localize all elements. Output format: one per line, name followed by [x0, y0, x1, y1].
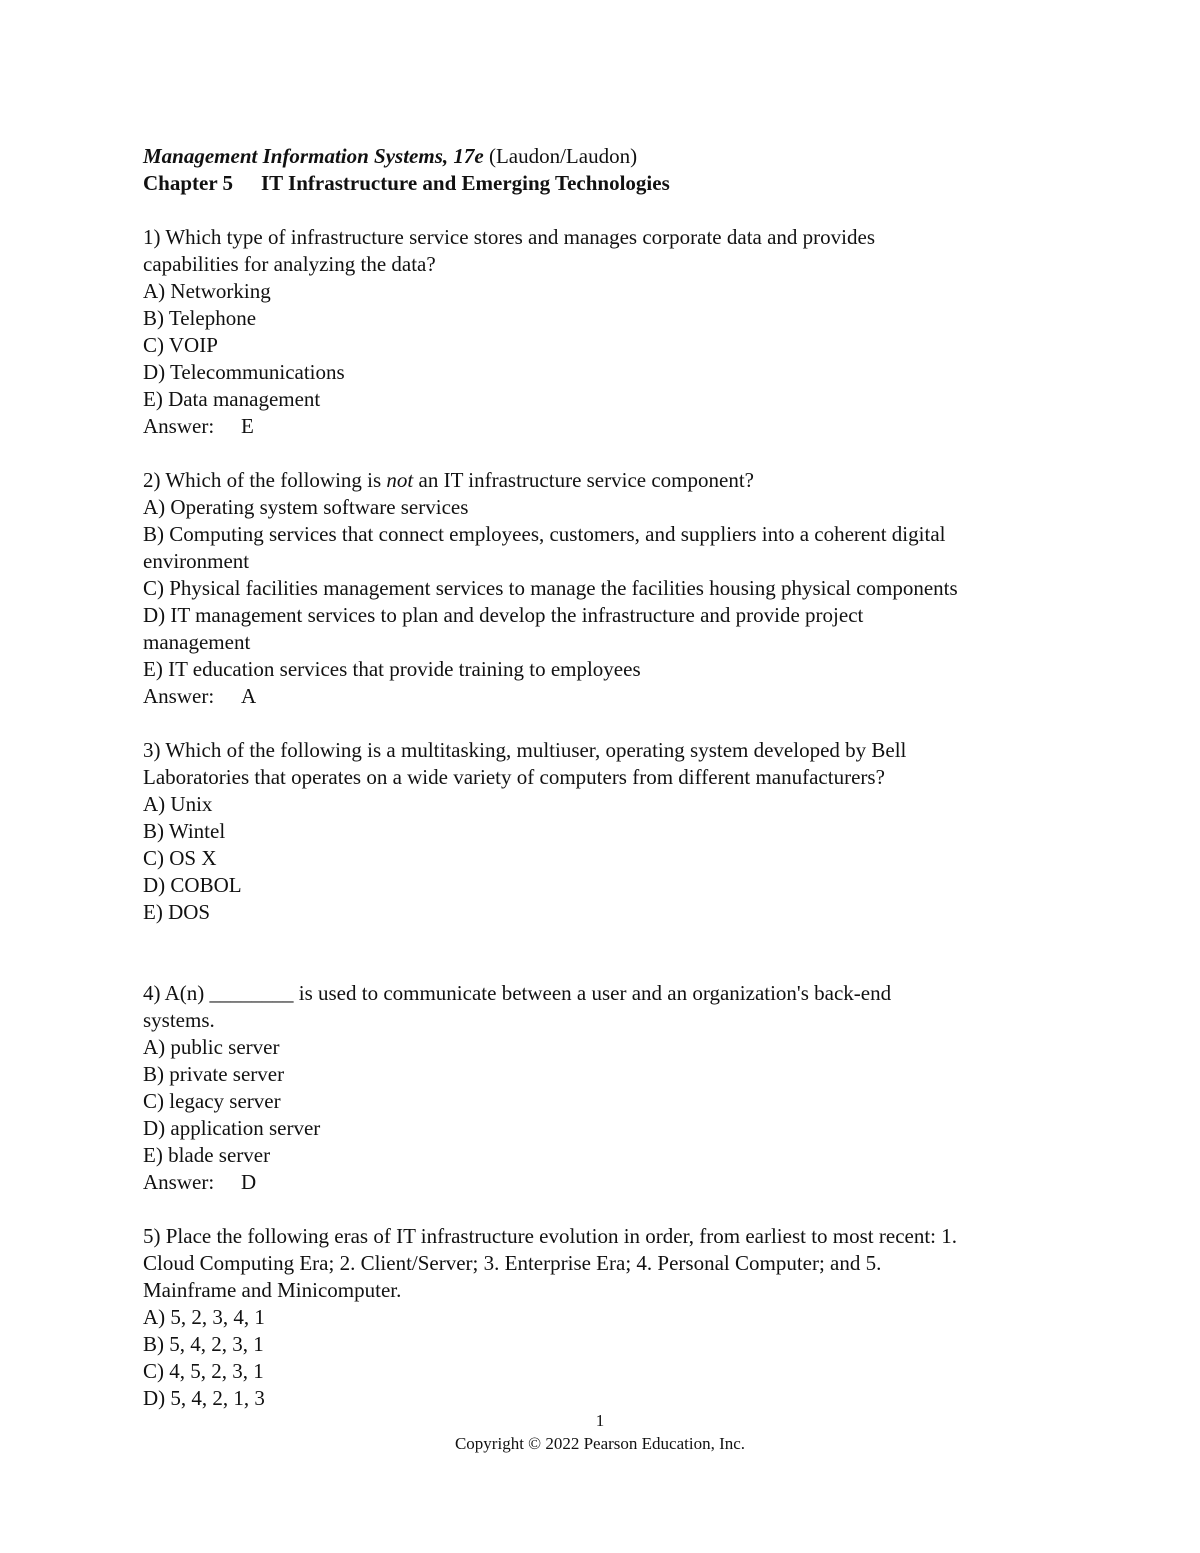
- question-stem: Cloud Computing Era; 2. Client/Server; 3. Enterprise Era; 4. Personal Computer; and 5.: [143, 1251, 882, 1275]
- answer-label: Answer:: [143, 684, 215, 708]
- option-e: E) DOS: [143, 900, 211, 924]
- option-a: A) public server: [143, 1035, 280, 1059]
- option-b: B) Computing services that connect employees, customers, and suppliers into a coherent digital: [143, 522, 946, 546]
- option-a: A) Networking: [143, 279, 271, 303]
- option-d: D) Telecommunications: [143, 360, 345, 384]
- answer-value: D: [241, 1170, 257, 1194]
- question-stem: Laboratories that operates on a wide variety of computers from different manufacturers?: [143, 765, 885, 789]
- chapter-title: IT Infrastructure and Emerging Technologies: [261, 171, 670, 195]
- question-2: [143, 467, 1073, 710]
- answer-label: Answer:: [143, 1170, 215, 1194]
- option-b: B) private server: [143, 1062, 285, 1086]
- option-d-continued: management: [143, 630, 251, 654]
- answer-line: [143, 683, 1073, 710]
- book-authors: (Laudon/Laudon): [488, 144, 638, 168]
- option-b: B) Wintel: [143, 819, 226, 843]
- page-content: [143, 143, 1073, 1412]
- stem-suffix: an IT infrastructure service component?: [413, 468, 754, 492]
- question-stem: 3) Which of the following is a multitasking, multiuser, operating system developed by Bell: [143, 738, 907, 762]
- question-stem: systems.: [143, 1008, 215, 1032]
- book-title: Management Information Systems, 17e: [143, 144, 484, 168]
- question-stem: 4) A(n) ________ is used to communicate between a user and an organization's back-end: [143, 981, 892, 1005]
- chapter-label: Chapter 5: [143, 171, 234, 195]
- copyright-notice: Copyright © 2022 Pearson Education, Inc.: [454, 1434, 746, 1453]
- answer-label: Answer:: [143, 414, 215, 438]
- option-a: A) Unix: [143, 792, 213, 816]
- option-c: C) Physical facilities management services to manage the facilities housing physical components: [143, 576, 958, 600]
- question-4: [143, 980, 1073, 1196]
- answer-line: [143, 413, 1073, 440]
- option-d: D) COBOL: [143, 873, 242, 897]
- question-stem: 1) Which type of infrastructure service stores and manages corporate data and provides: [143, 225, 875, 249]
- question-stem: 5) Place the following eras of IT infrastructure evolution in order, from earliest to most recent: 1.: [143, 1224, 958, 1248]
- stem-prefix: 2) Which of the following is: [143, 468, 387, 492]
- question-5: [143, 1223, 1073, 1412]
- question-1: [143, 224, 1073, 440]
- question-3: [143, 737, 1073, 926]
- answer-line: [143, 1169, 1073, 1196]
- stem-emphasis: not: [386, 468, 414, 492]
- page-number: 1: [595, 1411, 605, 1430]
- option-a: A) Operating system software services: [143, 495, 469, 519]
- option-e: E) IT education services that provide training to employees: [143, 657, 641, 681]
- question-stem: Mainframe and Minicomputer.: [143, 1278, 402, 1302]
- answer-value: E: [241, 414, 254, 438]
- option-a: A) 5, 2, 3, 4, 1: [143, 1305, 265, 1329]
- option-d: D) application server: [143, 1116, 321, 1140]
- book-header: [143, 143, 1073, 170]
- question-stem: [143, 467, 1073, 494]
- option-c: C) 4, 5, 2, 3, 1: [143, 1359, 264, 1383]
- option-d: D) IT management services to plan and develop the infrastructure and provide project: [143, 603, 864, 627]
- question-stem: capabilities for analyzing the data?: [143, 252, 436, 276]
- option-b: B) Telephone: [143, 306, 257, 330]
- option-b: B) 5, 4, 2, 3, 1: [143, 1332, 264, 1356]
- option-e: E) Data management: [143, 387, 321, 411]
- option-c: C) OS X: [143, 846, 217, 870]
- chapter-heading: [143, 170, 1073, 197]
- option-b-continued: environment: [143, 549, 250, 573]
- option-c: C) VOIP: [143, 333, 218, 357]
- answer-value: A: [241, 684, 257, 708]
- option-e: E) blade server: [143, 1143, 271, 1167]
- option-d: D) 5, 4, 2, 1, 3: [143, 1386, 265, 1410]
- option-c: C) legacy server: [143, 1089, 281, 1113]
